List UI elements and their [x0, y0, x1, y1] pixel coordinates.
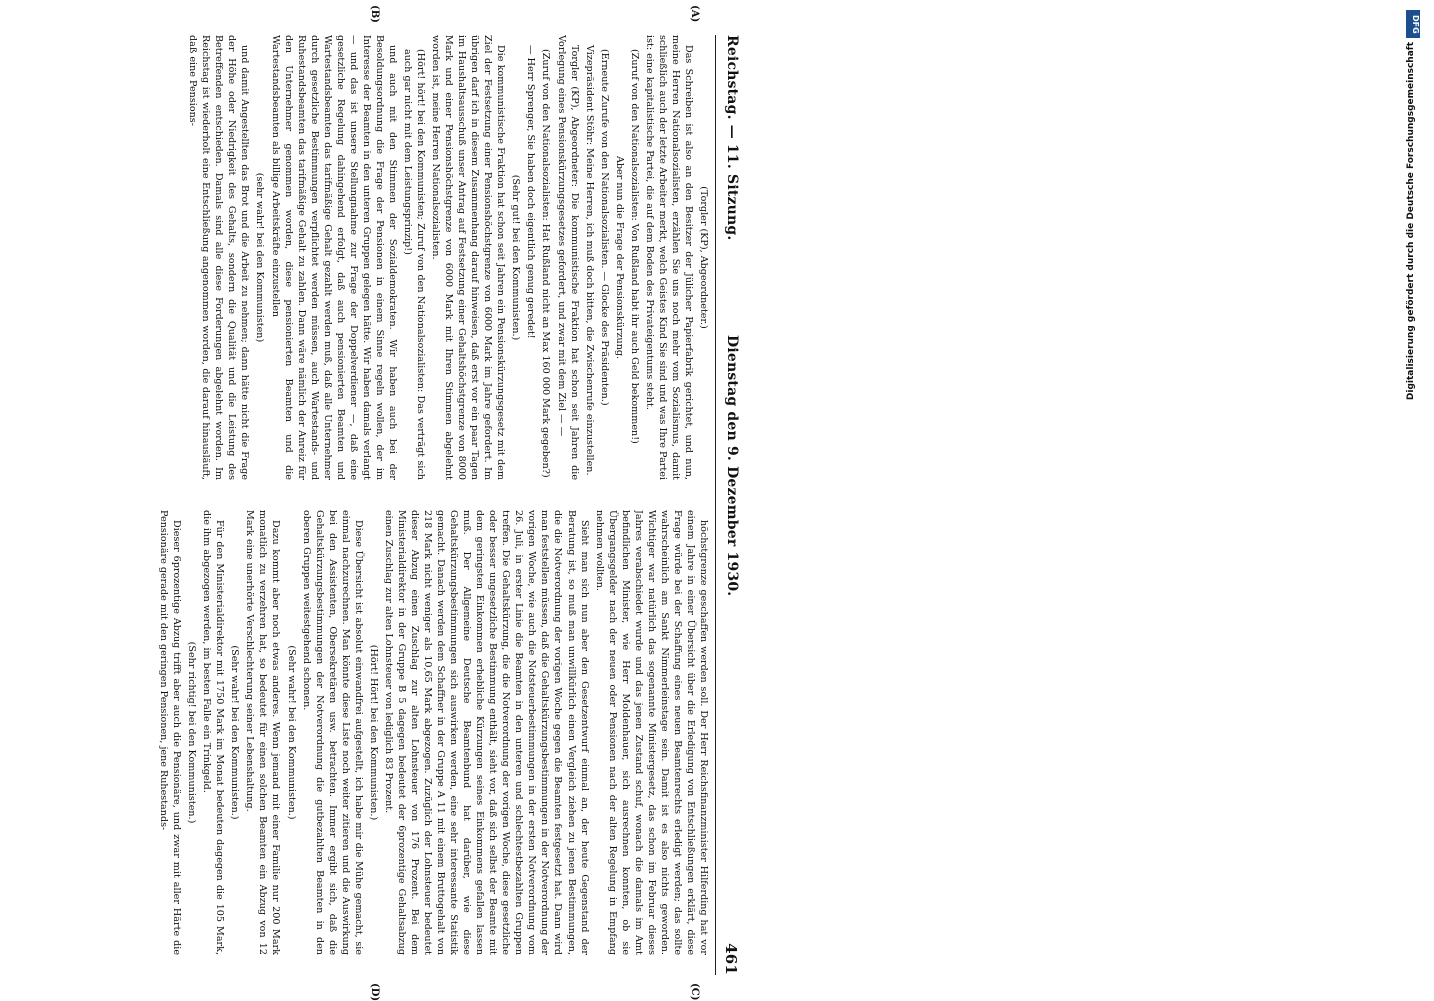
interjection: (Sehr wahr! bei den Kommunisten.)	[229, 645, 241, 820]
digitization-credit-strip	[1404, 10, 1428, 990]
paragraph: Diese Übersicht ist absolut einwandfrei aufgestellt, ich habe mir die Mühe gemacht, sie einmal nachzurechnen. Man könnte diese Liste noch weiter zitieren und die Auswirkung bei den Assistenten, Obersekretären usw. betrachten. Immer ergibt sich, daß die Gehaltskürzungsbestimmungen der Notverordnung die gutbezahlten Beamten in den oberen Gruppen weitestgehend schonen.	[300, 510, 364, 955]
margin-marker-c: (C)	[689, 983, 700, 1001]
digitization-credit: Digitalisierung gefördert durch die Deutsche Forschungsgemeinschaft	[1406, 42, 1416, 401]
running-header	[718, 35, 740, 975]
paragraph: Aber nun die Frage der Pensionskürzung.	[613, 155, 625, 360]
page-number: 461	[722, 943, 740, 975]
right-column	[110, 510, 710, 955]
margin-marker-d: (D)	[369, 983, 380, 1001]
header-rule	[715, 35, 716, 975]
paragraph: Für den Ministerialdirektor mit 1750 Mark im Monat bedeuten dagegen die 105 Mark, die ihm abgezogen werden, im besten Falle ein Trinkgeld.	[201, 510, 226, 955]
paragraph: Vizepräsident Stöhr: Meine Herren, ich muß doch bitten, die Zwischenrufe einzustellen.	[583, 45, 595, 476]
interjection: (Zuruf von den Nationalsozialisten: Von Rußland habt ihr auch Geld bekommen!)	[628, 49, 640, 444]
header-date: Dienstag den 9. Dezember 1930.	[724, 335, 740, 597]
interjection: (Sehr gut! bei den Kommunisten.)	[510, 174, 522, 341]
paragraph: — Herr Sprenger, Sie haben doch eigentlich genug geredet!	[525, 45, 537, 339]
margin-marker-a: (A)	[689, 5, 700, 23]
interjection: (sehr wahr! bei den Kommunisten)	[254, 172, 266, 343]
paragraph: Dieser 6prozentige Abzug trifft aber auch die Pensionäre, und zwar mit aller Härte die Pensionäre gerade mit den geringen Pensionen, jene Ruhestands-	[158, 510, 183, 955]
paragraph: Torgler (KP), Abgeordneter: Die kommunistische Fraktion hat schon seit Jahren die Vorlegung eines Pensionskürzungsgesetzes gefordert, und zwar mit dem Ziel — —	[555, 35, 580, 480]
paragraph: Das Schreiben ist also an den Besitzer der Jülicher Papierfabrik gerichtet, und nun, meine Herren Nationalsozialisten, erzählen Sie uns noch mehr vom Sozialismus, damit schließlich auch der letzte Arbeiter merkt, welch Geistes Kind Sie sind und was Ihre Partei ist: eine kapitalistische Partei, die auf dem Boden des Privateigentums steht.	[643, 35, 694, 480]
paragraph: Die kommunistische Fraktion hat schon seit Jahren ein Pensionskürzungsgesetz mit dem Ziel der Festsetzung einer Pensionshöchstgrenze von 6000 Mark im Jahre gefordert. Im übrigen darf ich in diesem Zusammenhang darauf hinweisen, daß erst vor ein paar Tagen im Haushaltsausschuß unser Antrag auf Festsetzung einer Gehaltshöchstgrenze von 8000 Mark und einer Pensionshöchstgrenze von 6000 Mark mit Ihren Stimmen abgelehnt worden ist, meine Herren Nationalsozialisten.	[430, 35, 507, 480]
interjection: (Erneute Zurufe von den Nationalsozialisten. — Glocke des Präsidenten.)	[598, 49, 610, 406]
paragraph: Sieht man sich nun aber den Gesetzentwurf einmal an, der heute Gegenstand der Beratung ist, so muß man unwillkürlich einen Vergleich ziehen zu jenen Bestimmungen, die die Notverordnung der vorigen Woche gegen die Beamten festgesetzt hat. Dann wird man feststellen müssen, daß die Gehaltskürzungsbestimmungen in der Notverordnung der vorigen Woche, wie auch die Notsteuerbestimmungen in der ersten Notverordnung vom 26. Juli, in erster Linie die Beamten in den unteren und schlechtestbezahlten Gruppen treffen. Die Gehaltskürzung, die die Notverordnung der vorigen Woche, diese gesetzliche oder besser ungesetzliche Bestimmung enthält, sieht vor, daß sich selbst der Beamte mit dem geringsten Einkommen erhebliche Kürzungen seines Einkommens gefallen lassen muß. Der Allgemeine Deutsche Beamtenbund hat darüber, wie diese Gehaltskürzungsbestimmungen sich auswirken werden, eine sehr interessante Statistik gemacht. Danach werden dem Schaffner in der Gruppe A 11 mit einem Bruttogehalt von 218 Mark nicht weniger als 10,65 Mark abgezogen. Zuzüglich der Lohnsteuer bedeutet dieser Abzug einen Zuschlag zur alten Lohnsteuer von 176 Prozent. Bei dem Ministerialdirektor in der Gruppe B 5 dagegen bedeutet der 6prozentige Gehaltsabzug einen Zuschlag zur alten Lohnsteuer von lediglich 83 Prozent.	[382, 510, 590, 955]
interjection: (Zuruf von den Nationalsozialisten: Hat Rußland nicht an Max 160 000 Mark gegeben?)	[540, 49, 552, 478]
paragraph: und auch mit den Stimmen der Sozialdemokraten. Wir haben auch bei der Besoldungsordnung die Frage der Pensionen in einem Sinne regeln wollen, der im Interesse der Beamten in den unteren Gruppen gelegen hätte. Wir haben damals verlangt — und das ist unsere Stellungnahme zur Frage der Doppelverdiener —, daß eine gesetzliche Regelung dahingehend erfolgt, daß auch pensionierten Beamten und Wartestandsbeamten das tarifmäßige Gehalt gezahlt werden muß, daß alle Unternehmer durch gesetzliche Bestimmungen verpflichtet werden müssen, auch Wartestands- und Ruhestandsbeamten das tarifmäßige Gehalt zu zahlen. Dann wäre nämlich der Anreiz für den Unternehmer genommen worden, diese pensionierten Beamten und die Wartestandsbeamten als billige Arbeitskräfte einzustellen	[269, 35, 398, 480]
interjection: (Hört! Hört! bei den Kommunisten.)	[367, 644, 379, 821]
paragraph: höchstgrenze geschaffen werden soll. Der Herr Reichsfinanzminister Hilferding hat vor einem Jahre in einer Übersicht über die Erledigung von Entschließungen erklärt, diese Frage würde bei der Schaffung eines neuen Beamtenrechts erledigt werden; das sollte wahrscheinlich am Sankt Nimmerleinstage sein. Damit ist es also nichts geworden. Wichtiger war natürlich das sogenannte Ministergesetz, das schon im Februar dieses Jahres verabschiedet wurde und das jenen Zustand schuf, wonach die damals im Amt befindlichen Minister, wie Herr Moldenhauer, sich ausrechnen konnten, ob sie Übergangsgelder nach der neuen oder Pensionen nach der alten Regelung in Empfang nehmen wollten.	[593, 510, 709, 955]
interjection: (Sehr wahr! bei den Kommunisten.)	[285, 645, 297, 820]
dfg-logo: DFG	[1406, 10, 1420, 38]
header-left: Reichstag. — 11. Sitzung.	[724, 35, 740, 241]
rotated-document-page	[110, 5, 740, 1001]
paragraph: (Torgler (KP), Abgeordneter.)	[698, 186, 709, 329]
paragraph: Dazu kommt aber noch etwas anderes. Wenn jemand mit einer Familie nur 200 Mark monatlich zu verzehren hat, so bedeutet für einen solchen Beamten ein Abzug von 12 Mark eine unerhörte Verschlechterung seiner Lebenshaltung.	[244, 510, 282, 955]
interjection: (Sehr richtig! bei den Kommunisten.)	[186, 641, 198, 824]
interjection: (Hört! hört! bei den Kommunisten; Zuruf von den Nationalsozialisten: Das verträgt sich auch gar nicht mit dem Leistungsprinzip!)	[402, 49, 427, 480]
left-column	[110, 35, 710, 480]
paragraph: und damit Angestellten das Brot und die Arbeit zu nehmen; dann hätte nicht die Frage der Höhe oder Niedrigkeit des Gehalts, sondern die Qualität und die Leistung des Betreffenden entschieden. Damals sind alle diese Forderungen abgelehnt worden. Im Reichstag ist wiederholt eine Entschließung angenommen worden, die darauf hinausläuft, daß eine Pensions-	[187, 35, 251, 480]
margin-marker-b: (B)	[369, 5, 380, 23]
